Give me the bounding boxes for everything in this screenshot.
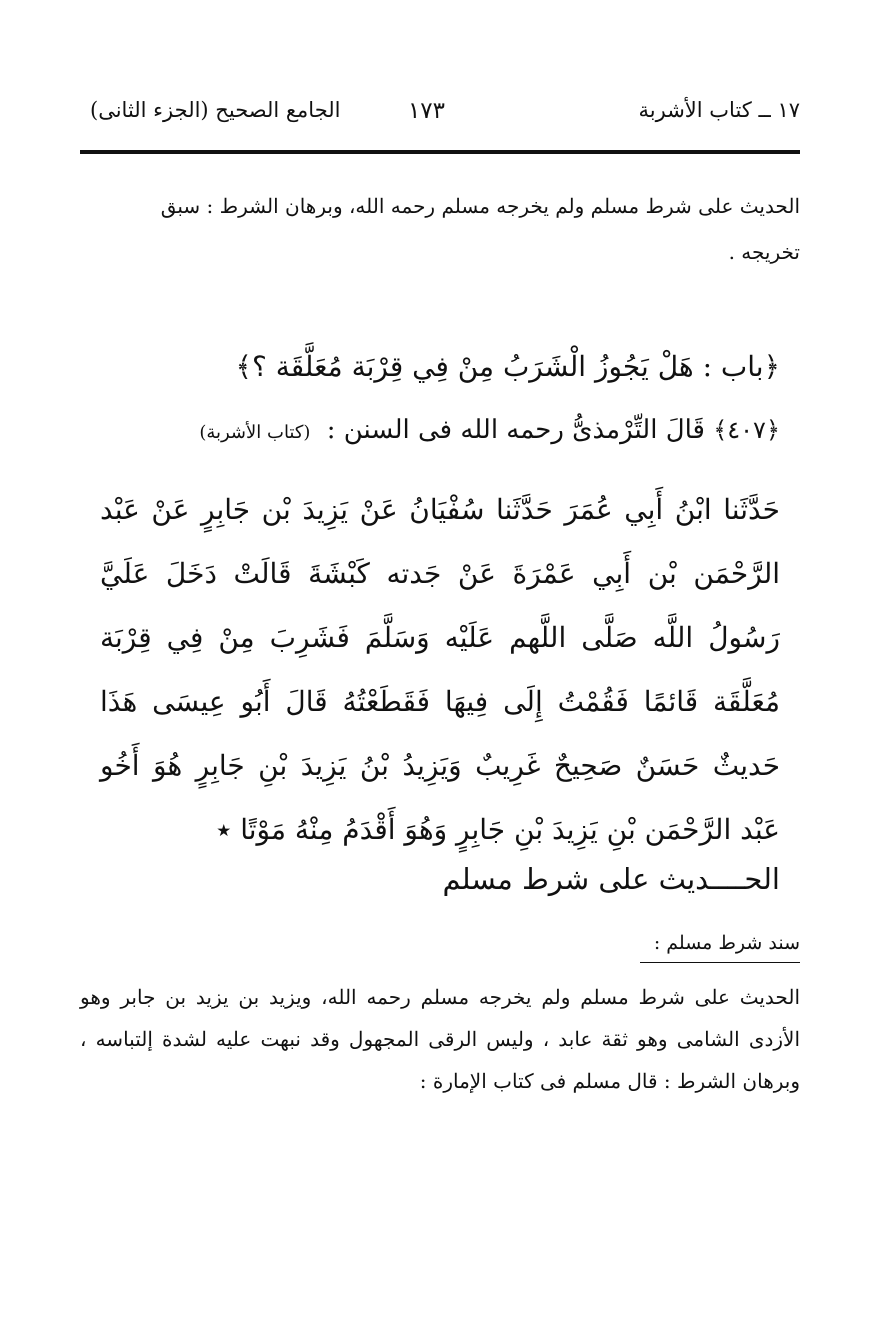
book-title-header: الجامع الصحيح (الجزء الثانى) — [90, 98, 341, 122]
hadith-text: حَدَّثَنا ابْنُ أَبِي عُمَرَ حَدَّثَنا سُفْيَانُ عَنْ يَزِيدَ بْن جَابِرٍ عَنْ عَبْد الرَّحْمَن بْن أَبِي عَمْرَةَ عَنْ جَدته كَبْشَةَ قَالَتْ دَخَلَ عَلَيَّ رَسُولُ اللَّه صَلَّى اللَّهم عَلَيْه وَسَلَّمَ فَشَرِبَ مِنْ فِي قِرْبَة مُعَلَّقَة قَائمًا فَقُمْتُ إِلَى فِيهَا فَقَطَعْتُهُ قَالَ أَبُو عِيسَى هَذَا حَديثٌ حَسَنٌ صَحِيحٌ غَرِيبٌ وَيَزِيدُ بْنُ يَزِيدَ بْنِ جَابِرٍ هُوَ أَخُو عَبْد الرَّحْمَن بْنِ يَزِيدَ بْنِ جَابِرٍ وَهُوَ أَقْدَمُ مِنْهُ مَوْتًا ٭ — [100, 493, 780, 846]
page-header — [90, 98, 800, 138]
sanad-heading: سند شرط مسلم : — [640, 932, 800, 963]
chapter-header: ١٧ ــ كتاب الأشربة — [638, 98, 800, 122]
hadith-number: ﴿٤٠٧﴾ — [713, 416, 780, 444]
intro-paragraph: الحديث على شرط مسلم ولم يخرجه مسلم رحمه الله، وبرهان الشرط : سبق تخريجه . — [160, 194, 800, 264]
hadith-intro: قَالَ التِّرْمذىُّ رحمه الله فى السنن : — [326, 415, 705, 445]
hadith-source: (كتاب الأشربة) — [199, 422, 311, 443]
hadith-verdict: الحــــديث على شرط مسلم — [442, 862, 780, 896]
hadith-heading — [100, 415, 780, 445]
header-divider — [80, 150, 800, 154]
chapter-heading: ﴿باب : هَلْ يَجُوزُ الْشَرَبُ مِنْ فِي قِرْبَة مُعَلَّقَة ؟﴾ — [235, 350, 780, 383]
page-number: ١٧٣ — [407, 98, 445, 124]
sanad-paragraph: الحديث على شرط مسلم ولم يخرجه مسلم رحمه الله، ويزيد بن يزيد بن جابر وهو الأزدى الشامى وهو ثقة عابد ، وليس الرقى المجهول وقد نبهت عليه لشدة إلتباسه ، وبرهان الشرط : قال مسلم فى كتاب الإمارة : — [80, 985, 800, 1093]
